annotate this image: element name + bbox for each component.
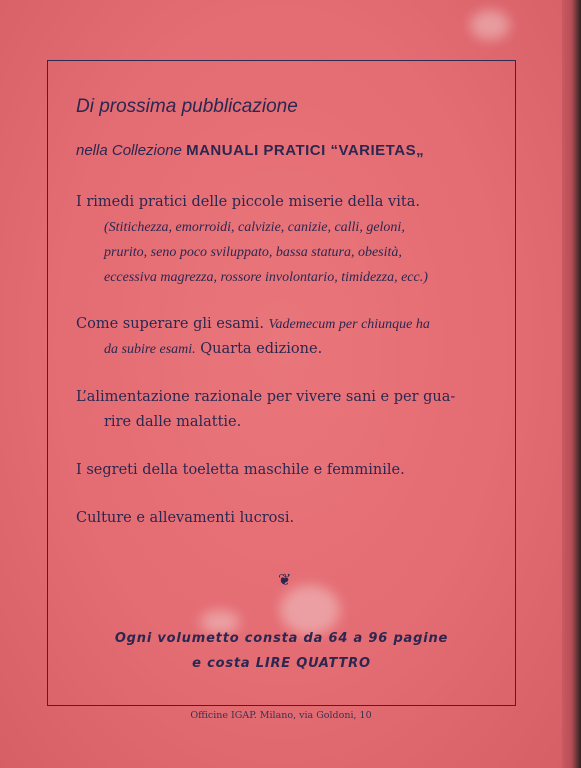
heading-collection bbox=[76, 142, 424, 159]
entry-detail: prurito, seno poco sviluppato, bassa statura, obesità, bbox=[104, 245, 402, 260]
entry-line: L’alimentazione razionale per vivere sani e per gua- bbox=[76, 389, 456, 405]
paper-stain bbox=[470, 10, 510, 40]
entry-line bbox=[76, 337, 496, 362]
entry-alimentazione bbox=[76, 385, 496, 435]
heading-collection-prefix: nella Collezione bbox=[76, 142, 182, 159]
fleuron-icon: ❦ bbox=[278, 572, 292, 589]
promo-pages: Ogni volumetto consta da 64 a 96 pagine bbox=[114, 631, 449, 646]
entry-detail: eccessiva magrezza, rossore involontario, timidezza, ecc.) bbox=[104, 270, 428, 285]
entry-detail: (Stitichezza, emorroidi, calvizie, canizie, calli, geloni, bbox=[104, 220, 405, 235]
entry-title: Come superare gli esami. bbox=[76, 316, 264, 332]
promo-price: e costa LIRE QUATTRO bbox=[192, 656, 371, 671]
entry-line bbox=[76, 312, 496, 337]
entry-subtitle: da subire esami. bbox=[104, 342, 196, 357]
heading-forthcoming: Di prossima pubblicazione bbox=[76, 96, 298, 117]
entry-subtitle: Vademecum per chiunque ha bbox=[268, 317, 430, 332]
entry-title: I rimedi pratici delle piccole miserie della vita. bbox=[76, 194, 420, 210]
entry-toeletta: I segreti della toeletta maschile e femminile. bbox=[76, 462, 405, 478]
entry-rimedi bbox=[76, 190, 496, 290]
entry-culture: Culture e allevamenti lucrosi. bbox=[76, 510, 295, 526]
entry-esami bbox=[76, 312, 496, 362]
book-spine bbox=[562, 0, 581, 768]
entry-line: rire dalle malattie. bbox=[104, 414, 242, 430]
entry-edition: Quarta edizione. bbox=[200, 341, 323, 357]
printer-imprint: Officine IGAP. Milano, via Goldoni, 10 bbox=[190, 710, 372, 721]
series-name: MANUALI PRATICI “VARIETAS„ bbox=[186, 142, 425, 159]
